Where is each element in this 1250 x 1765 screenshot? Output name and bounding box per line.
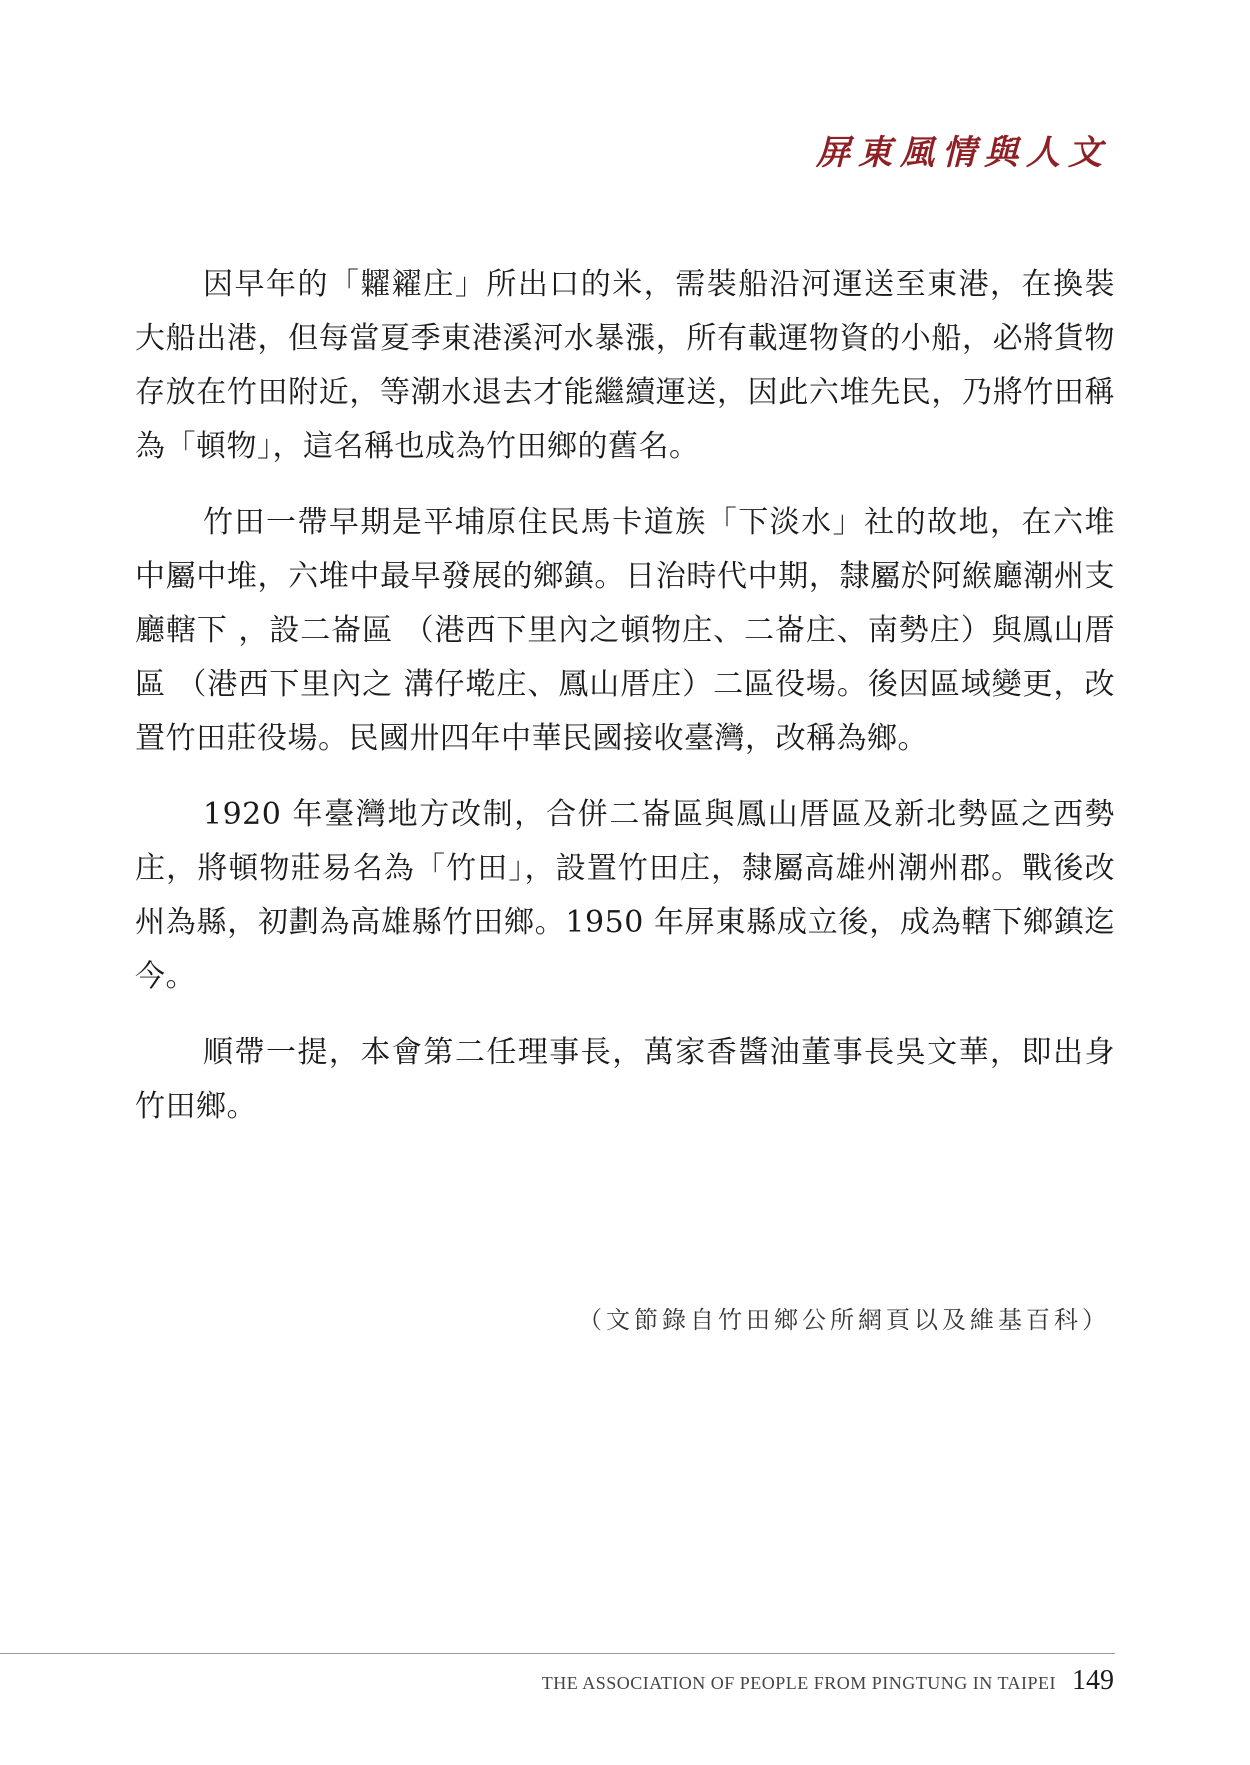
footer-rule bbox=[0, 1653, 1115, 1654]
paragraph-2: 竹田一帶早期是平埔原住民馬卡道族「下淡水」社的故地，在六堆中屬中堆，六堆中最早發展的鄉鎮。日治時代中期，隸屬於阿緱廳潮州支廳轄下 ，設二崙區 （港西下里內之頓物庄、二崙庄、南勢庄）與鳳山厝區 （港西下里內之 溝仔墘庄、鳳山厝庄）二區役場。後因區域變更，改置竹田莊役場。民國卅四年中華民國接收臺灣，改稱為鄉。 bbox=[135, 505, 1115, 756]
paragraph-4: 順帶一提，本會第二任理事長，萬家香醬油董事長吳文華，即出身竹田鄉。 bbox=[135, 1035, 1115, 1124]
section-header: 屏東風情與人文 bbox=[816, 133, 1110, 173]
paragraph-3: 1920 年臺灣地方改制，合併二崙區與鳳山厝區及新北勢區之西勢庄，將頓物莊易名為「竹田」，設置竹田庄，隸屬高雄州潮州郡。戰後改州為縣，初劃為高雄縣竹田鄉。1950 年屏東縣成立後，成為轄下鄉鎮迄今。 bbox=[135, 797, 1115, 994]
citation: （文節錄自竹田鄉公所網頁以及維基百科） bbox=[578, 1306, 1110, 1334]
body-text bbox=[135, 258, 1115, 1156]
footer-association-name: THE ASSOCIATION OF PEOPLE FROM PINGTUNG IN TAIPEI bbox=[541, 1673, 1056, 1693]
paragraph-1: 因早年的「糶糴庄」所出口的米，需裝船沿河運送至東港，在換裝大船出港，但每當夏季東港溪河水暴漲，所有載運物資的小船，必將貨物存放在竹田附近，等潮水退去才能繼續運送，因此六堆先民，乃將竹田稱為「頓物」，這名稱也成為竹田鄉的舊名。 bbox=[135, 267, 1115, 464]
page-number: 149 bbox=[1072, 1665, 1114, 1696]
footer bbox=[542, 1665, 1114, 1697]
